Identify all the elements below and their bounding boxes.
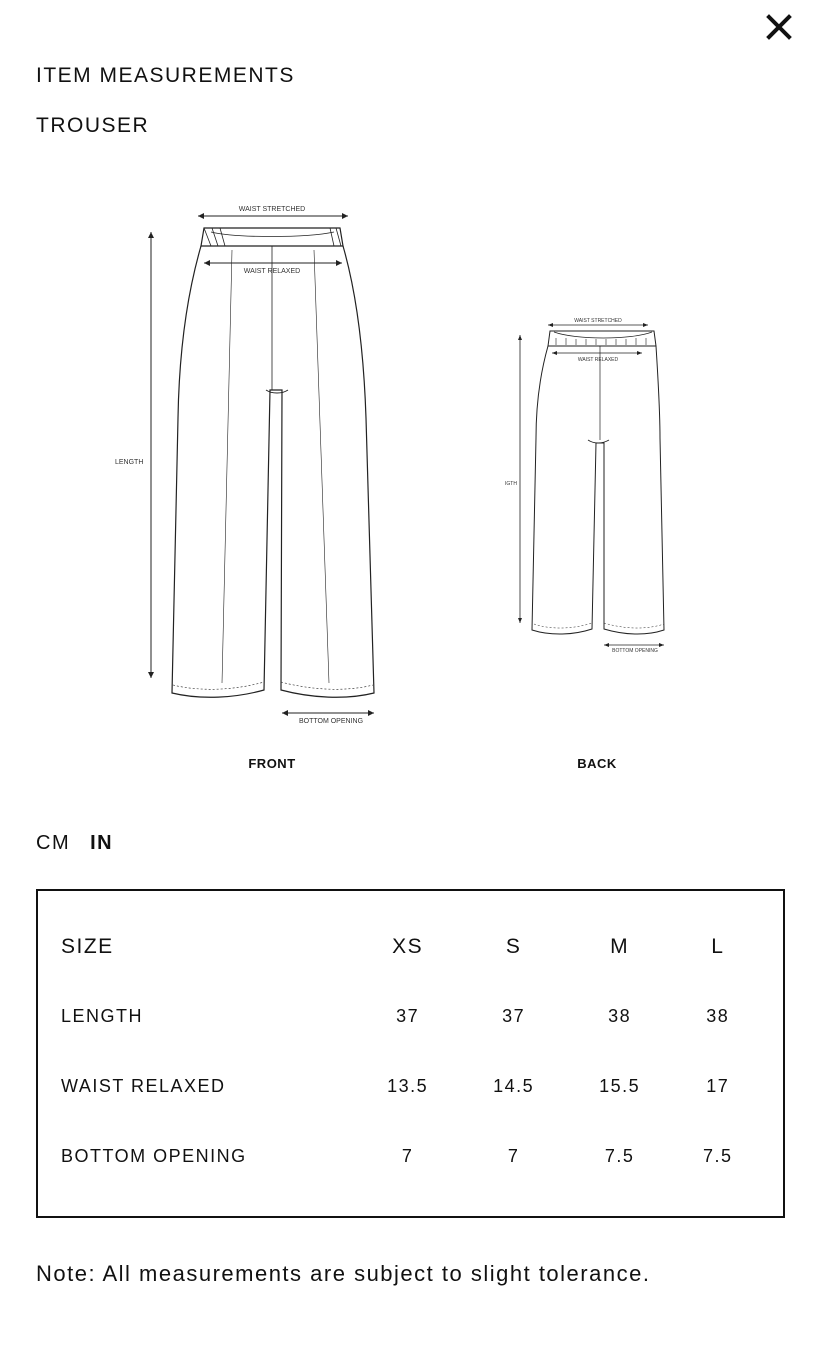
table-cell: 15.5: [599, 1075, 641, 1096]
table-cell: 7.5: [703, 1145, 733, 1166]
back-trouser-drawing: [532, 331, 664, 634]
table-cell: 14.5: [493, 1075, 535, 1096]
product-type: TROUSER: [36, 114, 150, 137]
table-cell: 7.5: [604, 1145, 635, 1166]
page-title: ITEM MEASUREMENTS: [36, 64, 295, 87]
back-measurement-lines: [518, 323, 664, 647]
unit-toggle: [36, 832, 113, 855]
table-cell: 7: [507, 1145, 520, 1166]
table-cell: 38: [706, 1005, 730, 1026]
tolerance-note: Note: All measurements are subject to slight tolerance.: [36, 1261, 651, 1286]
unit-cm-option[interactable]: CM: [36, 832, 71, 854]
table-row: [61, 1121, 763, 1191]
front-length-label: LENGTH: [115, 459, 144, 466]
size-chart-table: [36, 889, 785, 1218]
size-l-header: L: [711, 935, 725, 958]
table-row: [61, 1051, 763, 1121]
table-header-row: [61, 913, 763, 981]
table-cell: 7: [401, 1145, 414, 1166]
row-label-waist-relaxed: WAIST RELAXED: [61, 1075, 226, 1096]
size-s-header: S: [505, 935, 522, 958]
close-icon: [766, 14, 792, 40]
front-bottom-opening-label: BOTTOM OPENING: [298, 718, 364, 725]
size-xs-header: XS: [392, 935, 424, 958]
table-row: [61, 981, 763, 1051]
back-waist-stretched-label: WAIST STRETCHED: [574, 318, 622, 324]
table-cell: 38: [608, 1005, 632, 1026]
front-waist-relaxed-label: WAIST RELAXED: [243, 268, 301, 275]
size-header: SIZE: [61, 935, 114, 958]
table-cell: 13.5: [387, 1075, 429, 1096]
back-view-label: BACK: [577, 756, 617, 771]
table-cell: 17: [706, 1075, 730, 1096]
table-cell: 37: [396, 1005, 420, 1026]
size-m-header: M: [610, 935, 630, 958]
row-label-bottom-opening: BOTTOM OPENING: [61, 1145, 247, 1166]
front-measurement-lines: [148, 213, 374, 716]
back-bottom-opening-label: BOTTOM OPENING: [612, 648, 658, 654]
front-trouser-drawing: [172, 228, 374, 697]
front-view-label: FRONT: [248, 756, 296, 771]
front-waist-stretched-label: WAIST STRETCHED: [238, 206, 306, 213]
trouser-measurement-diagram: [36, 168, 787, 788]
row-label-length: LENGTH: [61, 1005, 144, 1026]
back-waist-relaxed-label: WAIST RELAXED: [577, 357, 619, 363]
back-length-label: IGTH: [505, 481, 517, 487]
unit-in-option[interactable]: IN: [90, 832, 114, 854]
table-cell: 37: [502, 1005, 526, 1026]
close-button[interactable]: [760, 8, 798, 46]
